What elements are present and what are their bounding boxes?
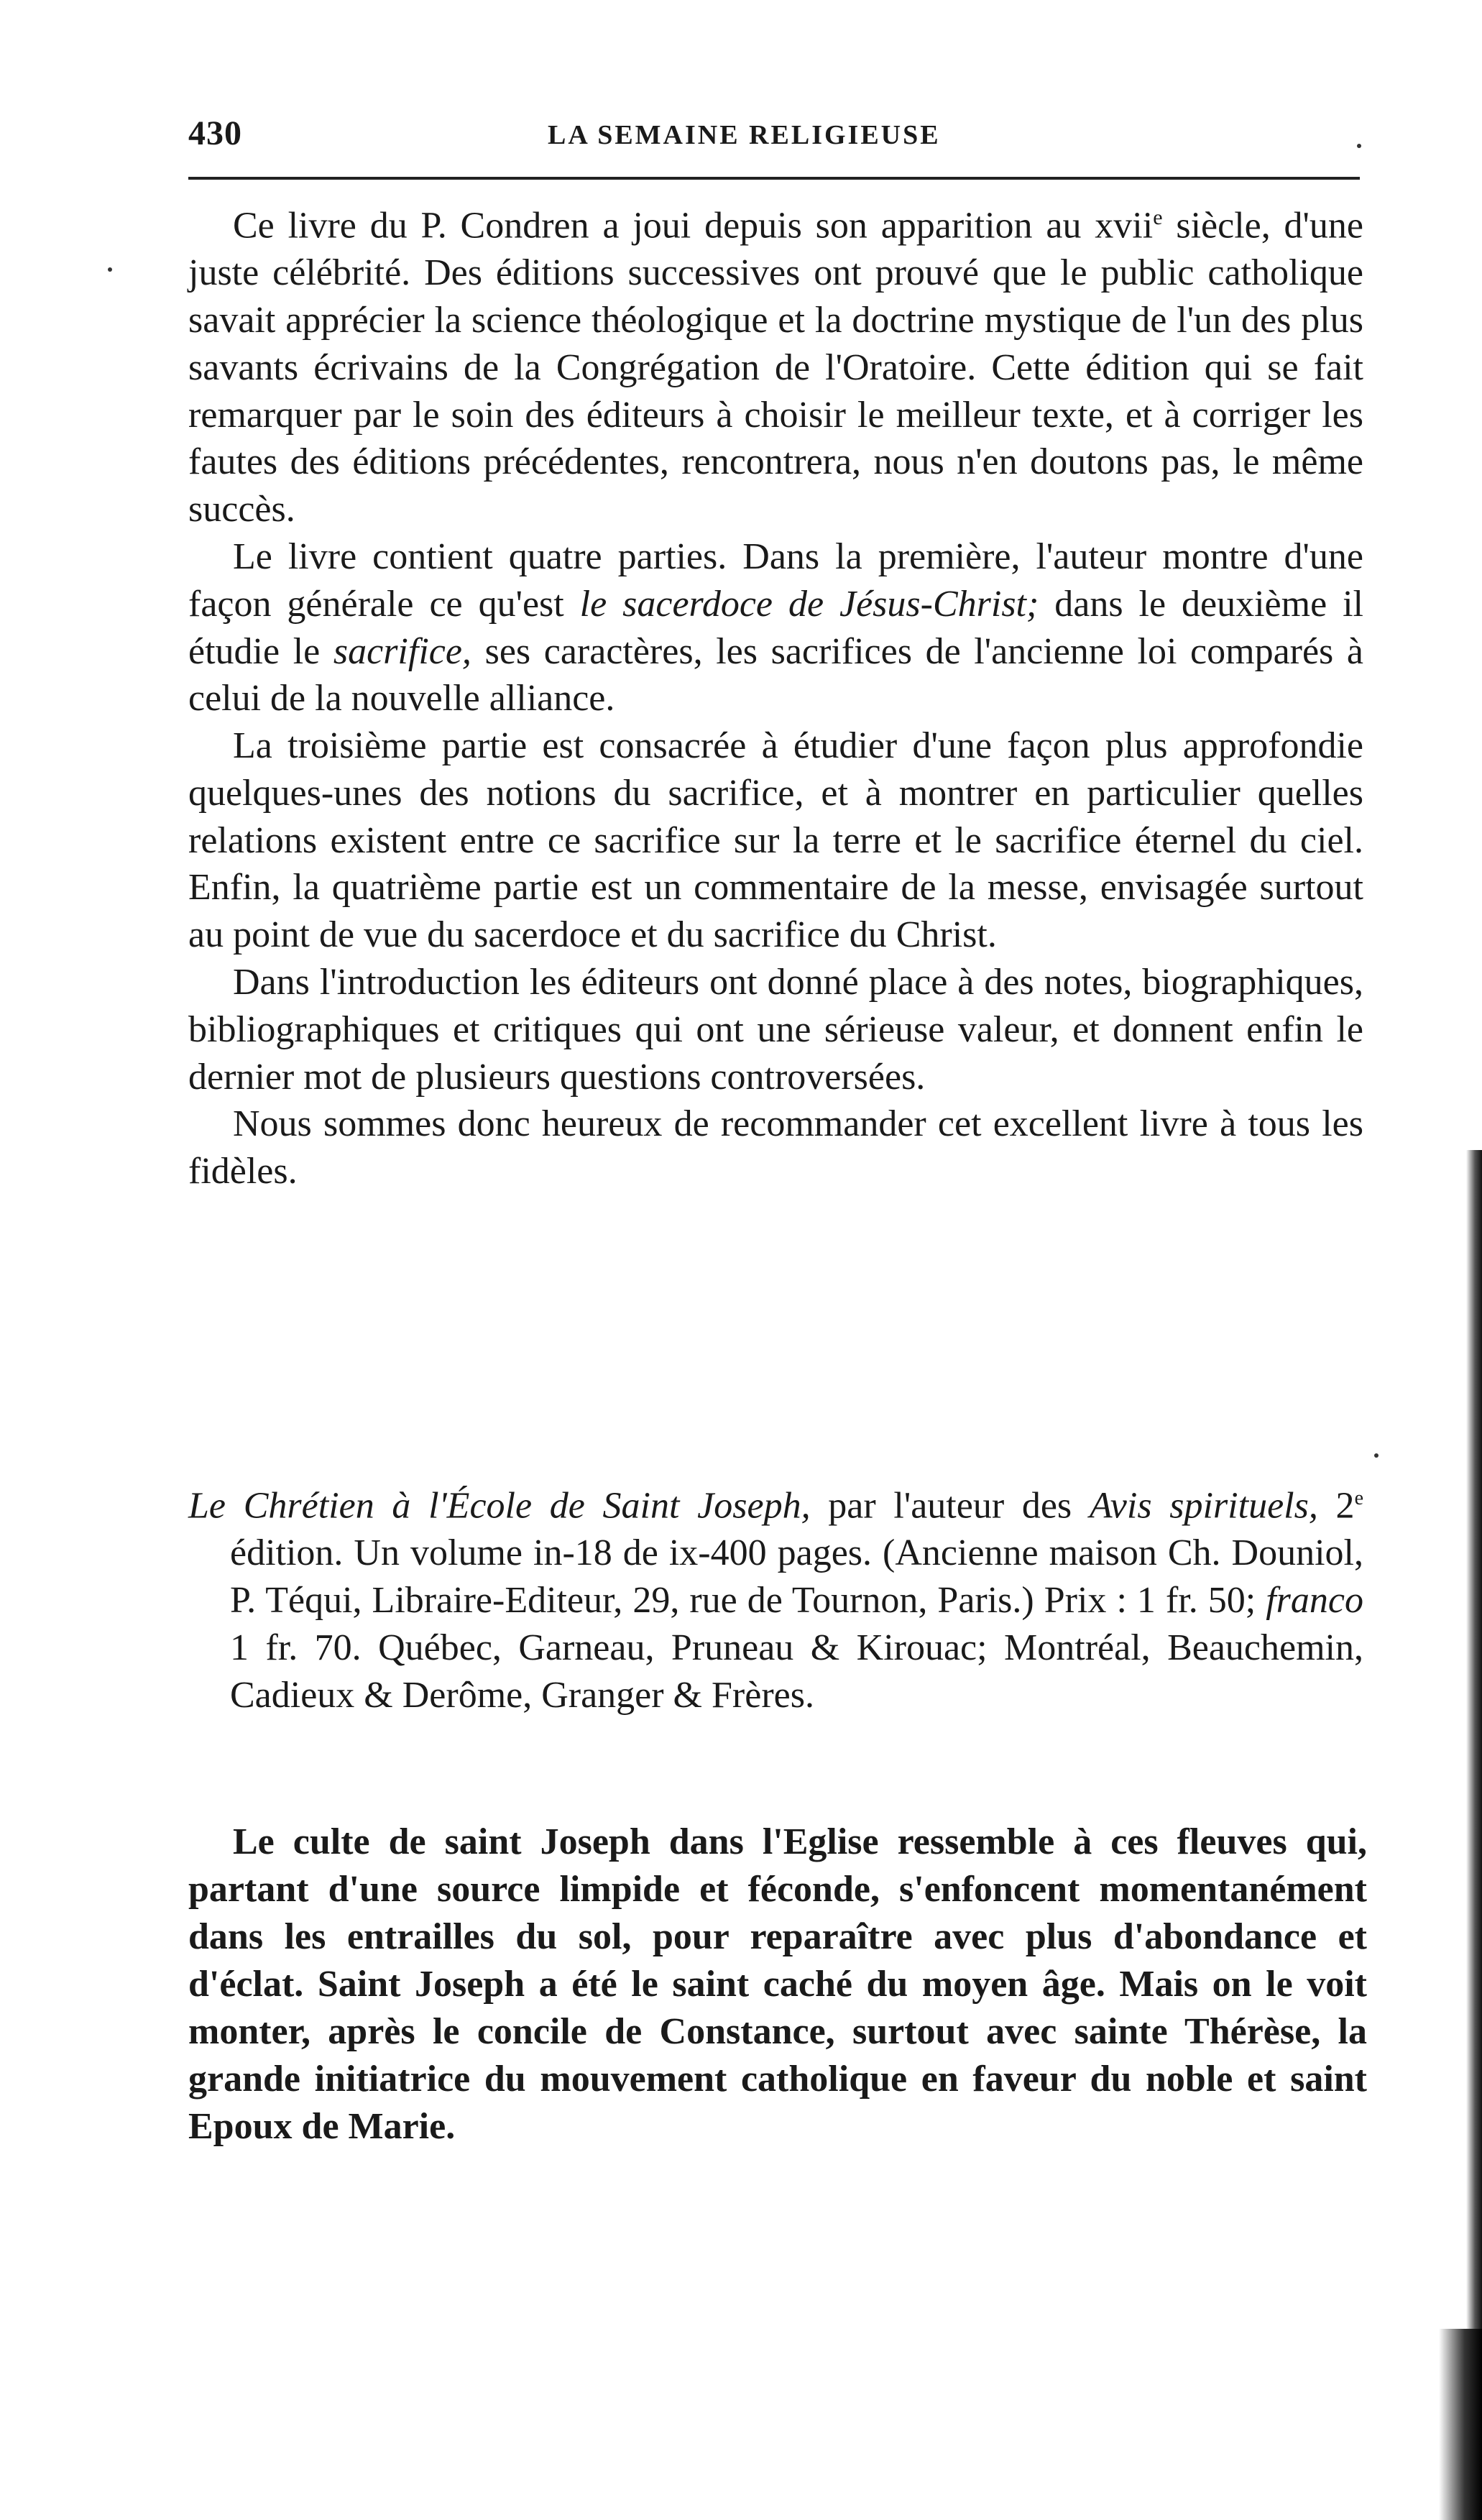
- paragraph-text: dans le deuxième il étudie le: [188, 583, 1364, 672]
- header-rule: [188, 177, 1360, 180]
- paragraph: Nous sommes donc heureux de recommander cet excellent livre à tous les fidèles.: [188, 1103, 1363, 1192]
- paragraph: Dans l'introduction les éditeurs ont donné place à des notes, biographiques, bibliographiques et critiques qui ont une sérieuse valeur, et donnent enfin le dernier mot de plusieurs questions controversées.: [188, 962, 1363, 1098]
- paragraph-text: ses caractères, les sacrifices de l'ancienne loi comparés à celui de la nouvelle alliance.: [188, 630, 1364, 719]
- review-saint-joseph: [188, 1818, 1367, 2151]
- paragraph-text: siècle, d'une juste célébrité. Des éditions successives ont prouvé que le public catholique savait apprécier la science théologique et la doctrine mystique de l'un des plus savants écrivains de la Congrégation de l'Oratoire. Cette édition qui se fait remarquer par le soin des éditeurs à choisir le meilleur texte, et à corriger les fautes des éditions précédentes, rencontrera, nous n'en doutons pas, le même succès.: [188, 205, 1363, 530]
- reference-text: par l'auteur des: [810, 1485, 1090, 1527]
- page-number: 430: [188, 114, 242, 152]
- scan-speck: [1357, 144, 1361, 148]
- paragraph: [188, 194, 1363, 533]
- italic-phrase: franco: [1266, 1580, 1363, 1622]
- italic-phrase: sacrifice,: [333, 630, 471, 672]
- reference-text: 1 fr. 70. Québec, Garneau, Pruneau & Kirouac; Montréal, Beauchemin, Cadieux & Derôme, Granger & Frères.: [230, 1627, 1363, 1716]
- scan-speck: [1374, 1453, 1379, 1458]
- italic-phrase: Avis spirituels,: [1089, 1485, 1318, 1527]
- paragraph: [188, 533, 1363, 722]
- scan-speck: [108, 267, 112, 272]
- paragraph-text: Le livre contient quatre parties. Dans la première, l'auteur montre d'une façon générale ce qu'est: [188, 535, 1363, 625]
- scan-edge-shadow-bottom: [1439, 2329, 1482, 2520]
- paragraph-text: Ce livre du P. Condren a joui depuis son apparition au xvii: [233, 205, 1154, 247]
- paragraph: La troisième partie est consacrée à étudier d'une façon plus approfondie quelques-unes des notions du sacrifice, et à montrer en particulier quelles relations existent entre ce sacrifice sur la terre et le sacrifice éternel du ciel. Enfin, la quatrième partie est un commentaire de la messe, envisagée surtout au point de vue du sacerdoce et du sacrifice du Christ.: [188, 725, 1363, 956]
- running-title: LA SEMAINE RELIGIEUSE: [548, 120, 941, 150]
- running-head: [188, 114, 1360, 164]
- reference-text: édition. Un volume in-18 de ix-400 pages. (Ancienne maison Ch. Douniol, P. Téqui, Libraire-Editeur, 29, rue de Tournon, Paris.) Prix : 1 fr. 50;: [230, 1532, 1363, 1622]
- edition-superscript: e: [1354, 1487, 1363, 1509]
- reference-text: 2: [1317, 1485, 1355, 1527]
- scan-edge-shadow: [1466, 1150, 1482, 2520]
- century-superscript: e: [1153, 206, 1163, 229]
- paragraph: Le culte de saint Joseph dans l'Eglise ressemble à ces fleuves qui, partant d'une source limpide et féconde, s'enfoncent momentanément dans les entrailles du sol, pour reparaître avec plus d'abondance et d'éclat. Saint Joseph a été le saint caché du moyen âge. Mais on le voit monter, après le concile de Constance, surtout avec sainte Thérèse, la grande initiatrice du mouvement catholique en faveur du noble et saint Epoux de Marie.: [188, 1821, 1367, 2147]
- review-condren: [188, 194, 1363, 1195]
- book-title: Le Chrétien à l'École de Saint Joseph,: [188, 1485, 811, 1527]
- bibliographic-reference: [188, 1475, 1363, 1719]
- italic-phrase: le sacerdoce de Jésus-Christ;: [579, 583, 1039, 625]
